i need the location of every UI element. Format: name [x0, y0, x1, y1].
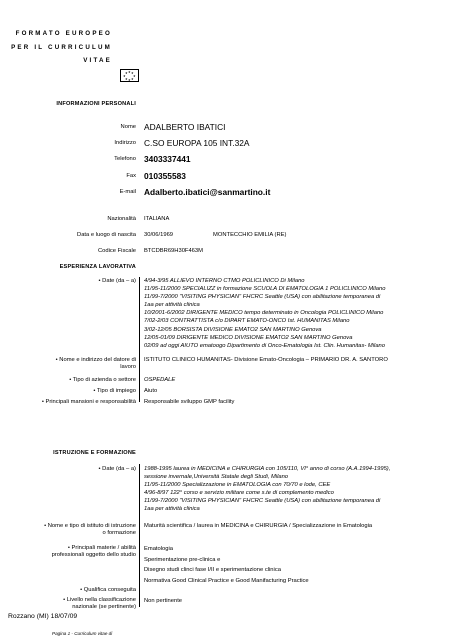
label-subjects-line2: professionali oggetto dello studio — [51, 552, 136, 559]
work-date-line: 11/99-7/2000 "VISITING PHYSICIAN" FHCRC Seattle (USA) con abilitazione temporanea di — [144, 294, 381, 301]
edu-date-line: 11/99-7/2000 "VISITING PHYSICIAN" FHCRC Seattle (USA) con abilitazione temporanea di — [144, 498, 381, 505]
work-date-line: 12/05-01/09 DIRIGENTE MEDICO DIVISIONE EMATO2 SAN MARTINO Genova — [144, 334, 353, 341]
label-codice-fiscale: Codice Fiscale — [97, 248, 136, 254]
label-nascita: Data e luogo di nascita — [77, 232, 136, 238]
subjects-list — [144, 544, 430, 586]
value-duties: Responsabile sviluppo GMP facility — [144, 399, 235, 405]
subject-line: Ematologia — [144, 546, 174, 552]
label-employer-line2: lavoro — [120, 364, 136, 371]
label-institute-line1: • Nome e tipo di istituto di istruzione — [44, 523, 136, 529]
value-telefono: 3403337441 — [144, 154, 191, 164]
value-nascita-luogo: MONTECCHIO EMILIA (RE) — [213, 232, 287, 238]
label-nome: Nome — [120, 124, 136, 130]
label-qualification: • Qualifica conseguita — [80, 587, 136, 593]
work-date-line: 3/02-12/05 BORSISTA DIVISIONE EMATO2 SAN MARTINO Genova — [144, 326, 322, 333]
value-nazionalita: ITALIANA — [144, 216, 170, 222]
value-nome: ADALBERTO IBATICI — [144, 122, 226, 132]
work-date-line: 10/2001-6/2002 DIRIGENTE MEDICO tempo determinato in Oncologia POLICLINICO Milano — [144, 310, 384, 317]
label-level — [16, 597, 136, 612]
work-date-list — [144, 277, 430, 350]
signature-place-date: Rozzano (MI) 18/07/09 — [8, 613, 78, 620]
work-date-line: 02/09 ad oggi AIUTO ematoogo Dipartimento di Onco-Ematologia Ist. Clin. Humanitas- Milano — [144, 342, 386, 349]
label-employer-line1: • Nome e indirizzo del datore di — [55, 357, 136, 363]
edu-date-line: 1aa per attività clinica — [144, 506, 200, 513]
label-indirizzo: Indirizzo — [114, 140, 136, 146]
section-title-education: ISTRUZIONE E FORMAZIONE — [53, 450, 136, 456]
label-duties: • Principali mansioni e responsabilità — [41, 399, 136, 405]
edu-date-line: 1988-1995 laurea in MEDICINA e CHIRURGIA con 105/110, VI° anno di corso (A.A.1994-1995), — [144, 466, 391, 472]
label-employer — [16, 357, 136, 372]
label-sector: • Tipo di azienda o settore — [69, 377, 136, 383]
label-level-line1: • Livello nella classificazione — [63, 597, 136, 603]
label-institute-line2: o formazione — [102, 530, 136, 537]
work-date-line: 4/94-3/95 ALLIEVO INTERNO CTMO POLICLINICO Di Milano — [144, 278, 305, 284]
label-edu-date: • Date (da – a) — [98, 466, 136, 472]
label-institute — [16, 523, 136, 538]
eu-flag-icon: ★ ★ ★ ★ ★ ★ ★ ★ — [120, 69, 139, 82]
header-title-line1: FORMATO EUROPEO — [15, 30, 112, 37]
edu-date-line: 4/96-8/97 122° corso e servizio militare come s.te di complemento medico — [144, 490, 334, 497]
header-title-line2: PER IL CURRICULUM — [11, 44, 112, 51]
value-codice-fiscale: BTCDBR69H30F463M — [144, 248, 203, 254]
label-email: E-mail — [119, 189, 136, 195]
edu-date-line: 11/95-11/2000 Specializzazione in EMATOLOGIA con 70/70 e lode, CEE — [144, 482, 331, 489]
edu-date-line: sessione invernale,Università Statale degli Studi, Milano — [144, 474, 289, 481]
value-job-type: Aiuto — [144, 388, 158, 394]
label-level-line2: nazionale (se pertinente) — [72, 604, 136, 611]
value-institute: Maturità scientifica / laurea in MEDICINA e CHIRURGIA / Specializzazione in Ematologia — [144, 523, 373, 529]
value-fax: 010355583 — [144, 171, 186, 181]
subject-line: Disegno studi clinci fase I/II e sperimentazione clinica — [144, 567, 281, 574]
section-title-personal: INFORMAZIONI PERSONALI — [56, 101, 136, 107]
divider-line-education — [139, 464, 140, 607]
value-employer: ISTITUTO CLINICO HUMANITAS- Divisione Emato-Oncologia – PRIMARIO DR. A. SANTORO — [144, 357, 388, 363]
work-date-line: 1aa per attività clinica — [144, 302, 200, 309]
value-level: Non pertinente — [144, 598, 183, 604]
value-nascita-data: 30/06/1969 — [144, 232, 174, 238]
page-footer: Pagina 1 - Curriculum vitae di — [52, 631, 113, 636]
value-indirizzo: C.SO EUROPA 105 INT.32A — [144, 138, 250, 148]
label-job-type: • Tipo di impiego — [93, 388, 136, 394]
work-date-line: 11/95-11/2000 SPECIALIZZ in formazione SCUOLA DI EMATOLOGIA 1 POLICLINICO Milano — [144, 286, 386, 293]
subject-line: Sperimentazione pre-clinica e — [144, 556, 221, 563]
label-subjects-line1: • Principali materie / abilità — [67, 545, 136, 551]
label-nazionalita: Nazionalità — [107, 216, 136, 222]
value-sector: OSPEDALE — [144, 377, 176, 383]
label-telefono: Telefono — [114, 156, 136, 162]
section-title-work: ESPERIENZA LAVORATIVA — [59, 264, 136, 270]
divider-line-work — [139, 277, 140, 402]
header-title-line3: VITAE — [83, 57, 112, 64]
edu-date-list — [144, 465, 430, 514]
label-fax: Fax — [126, 173, 136, 179]
work-date-line: 7/02-2/03 CONTRATTISTA c/o DIPART EMATO-ONCO Ist. HUMANITAS Milano — [144, 318, 350, 325]
label-work-date: • Date (da – a) — [98, 278, 136, 284]
label-subjects — [16, 545, 136, 560]
subject-line: Normativa Good Clinical Practice e Good Manifacturing Practice — [144, 577, 309, 584]
value-email[interactable]: Adalberto.ibatici@sanmartino.it — [144, 187, 271, 197]
